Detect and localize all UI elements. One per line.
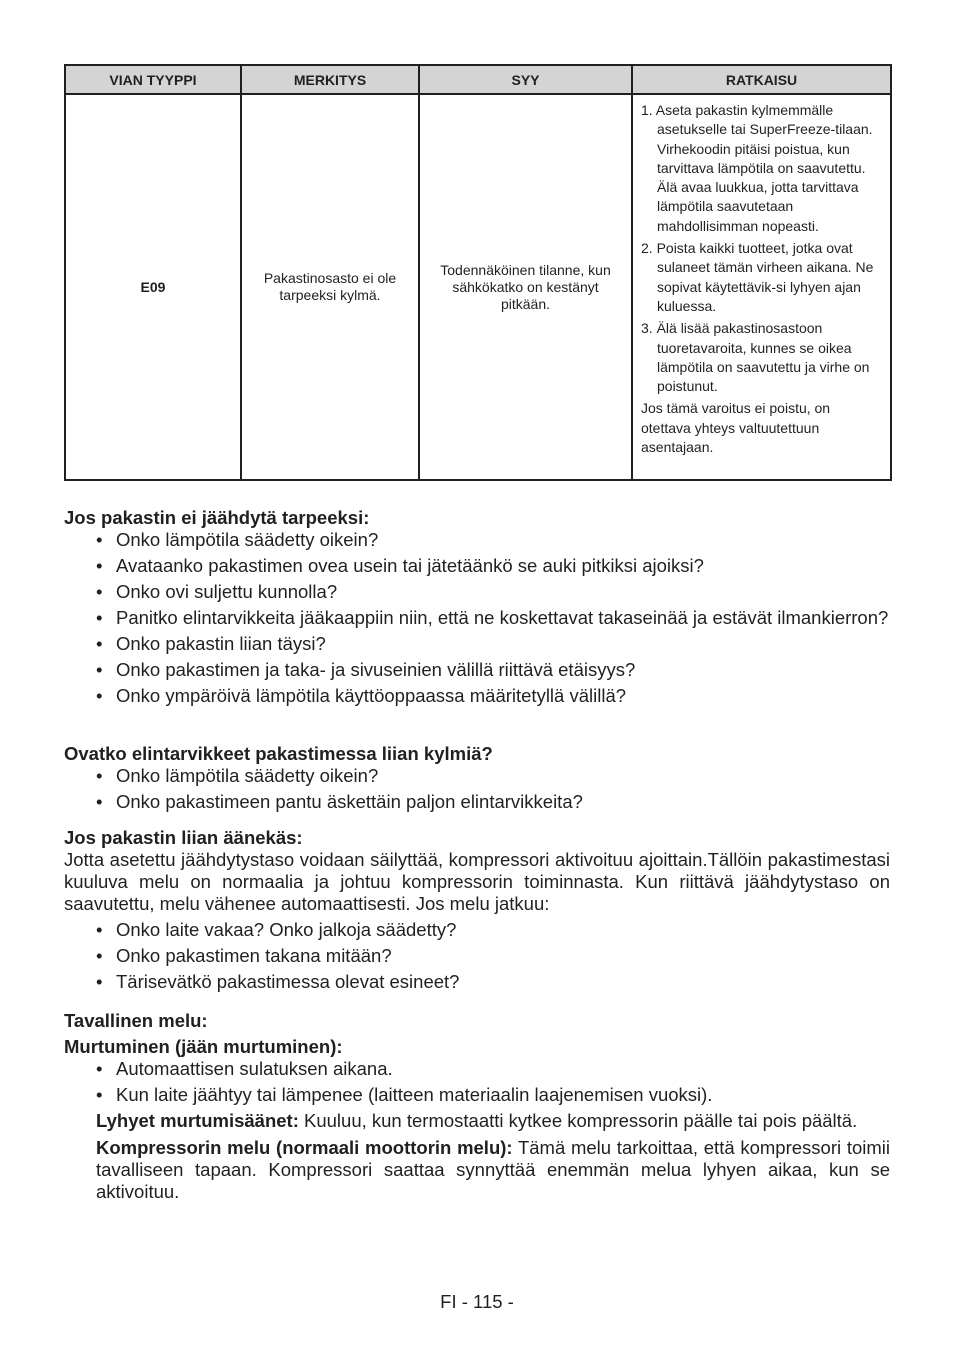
section-normal-noise	[64, 1010, 890, 1205]
section-noisy	[64, 827, 890, 997]
list-item: • Avataanko pakastimen ovea usein tai jätetäänkö se auki pitkiksi ajoiksi?	[96, 555, 704, 576]
compressor-noise-text: Tämä melu tarkoittaa, että kompressori toimii tavalliseen tapaan. Kompressori saattaa synnyttää enemmän melua lyhyen aikaa, kun se aktivoituu.	[96, 1137, 890, 1202]
list-item: • Onko lämpötila säädetty oikein?	[96, 765, 379, 786]
solution-step-3: 3. Älä lisää pakastinosastoon tuoretavaroita, kunnes se oikea lämpötila on saavutettu ja virhe on poistunut.	[641, 320, 870, 395]
list-item: • Onko pakastimen ja taka- ja sivuseinien välillä riittävä etäisyys?	[96, 659, 636, 680]
error-table	[64, 64, 892, 481]
heading-not-cooling: Jos pakastin ei jäähdytä tarpeeksi:	[64, 507, 370, 528]
error-table-header-row	[65, 65, 891, 94]
list-item: • Onko ympäröivä lämpötila käyttöoppaassa määritetyllä välillä?	[96, 685, 627, 706]
error-meaning: Pakastinosasto ei ole tarpeeksi kylmä.	[241, 94, 419, 480]
short-cracking-text: Kuuluu, kun termostaatti kytkee kompressorin päälle tai pois päältä.	[298, 1110, 858, 1131]
solution-note: Jos tämä varoitus ei poistu, on otettava yhteys valtuutettuun asentajaan.	[641, 400, 831, 456]
compressor-noise-paragraph	[64, 1137, 890, 1203]
header-error-type: VIAN TYYPPI	[65, 65, 241, 94]
error-code: E09	[65, 94, 241, 480]
error-solution	[632, 94, 891, 480]
header-cause: SYY	[419, 65, 632, 94]
list-item: • Onko ovi suljettu kunnolla?	[96, 581, 338, 602]
list-item: • Panitko elintarvikkeita jääkaappiin niin, että ne koskettavat takaseinää ja estävät ilmankierron?	[96, 607, 889, 628]
solution-steps	[641, 101, 882, 396]
list-item: • Automaattisen sulatuksen aikana.	[96, 1058, 393, 1079]
list-item: • Onko lämpötila säädetty oikein?	[96, 529, 379, 550]
list-not-cooling	[64, 529, 890, 707]
list-item: • Onko laite vakaa? Onko jalkoja säädetty?	[96, 919, 457, 940]
list-noisy	[64, 919, 890, 993]
list-item: • Onko pakastimeen pantu äskettäin paljon elintarvikkeita?	[96, 791, 583, 812]
solution-step-2: 2. Poista kaikki tuotteet, jotka ovat sulaneet tämän virheen aikana. Ne sopivat käytettävik-si lyhyen ajan kuluessa.	[641, 240, 874, 314]
noisy-paragraph: Jotta asetettu jäähdytystaso voidaan säilyttää, kompressori aktivoituu ajoittain.Tällöin pakastimestasi kuuluva melu on normaalia ja johtuu kompressorin toiminnasta. Kun riittävä jäähdytystaso on saavutettu, melu vähenee automaattisesti. Jos melu jatkuu:	[64, 849, 890, 914]
list-item: • Onko pakastin liian täysi?	[96, 633, 326, 654]
list-item: • Onko pakastimen takana mitään?	[96, 945, 392, 966]
list-item: • Kun laite jäähtyy tai lämpenee (laitteen materiaalin laajenemisen vuoksi).	[96, 1084, 713, 1105]
heading-noisy: Jos pakastin liian äänekäs:	[64, 827, 303, 848]
page-number: FI - 115 -	[440, 1291, 514, 1312]
header-solution: RATKAISU	[632, 65, 891, 94]
solution-step-1: 1. Aseta pakastin kylmemmälle asetukselle tai SuperFreeze-tilaan. Virhekoodin pitäisi poistua, kun tarvittava lämpötila on saavutettu. Älä avaa luukkua, jotta tarvittava lämpötila saavutetaan mahdollisimman nopeasti.	[641, 102, 873, 234]
header-meaning: MERKITYS	[241, 65, 419, 94]
compressor-noise-label: Kompressorin melu (normaali moottorin melu):	[96, 1137, 513, 1158]
short-cracking-label: Lyhyet murtumisäänet:	[96, 1110, 299, 1131]
section-not-cooling	[64, 507, 890, 711]
heading-normal-noise: Tavallinen melu:	[64, 1010, 208, 1031]
error-cause: Todennäköinen tilanne, kun sähkökatko on kestänyt pitkään.	[419, 94, 632, 480]
list-too-cold	[64, 765, 890, 813]
table-row	[65, 94, 891, 480]
subheading-ice-cracking: Murtuminen (jään murtuminen):	[64, 1036, 343, 1057]
list-item: • Tärisevätkö pakastimessa olevat esineet?	[96, 971, 460, 992]
short-cracking-paragraph	[64, 1110, 890, 1132]
section-too-cold	[64, 743, 890, 817]
heading-too-cold: Ovatko elintarvikkeet pakastimessa liian kylmiä?	[64, 743, 493, 764]
list-ice-cracking	[64, 1058, 890, 1106]
